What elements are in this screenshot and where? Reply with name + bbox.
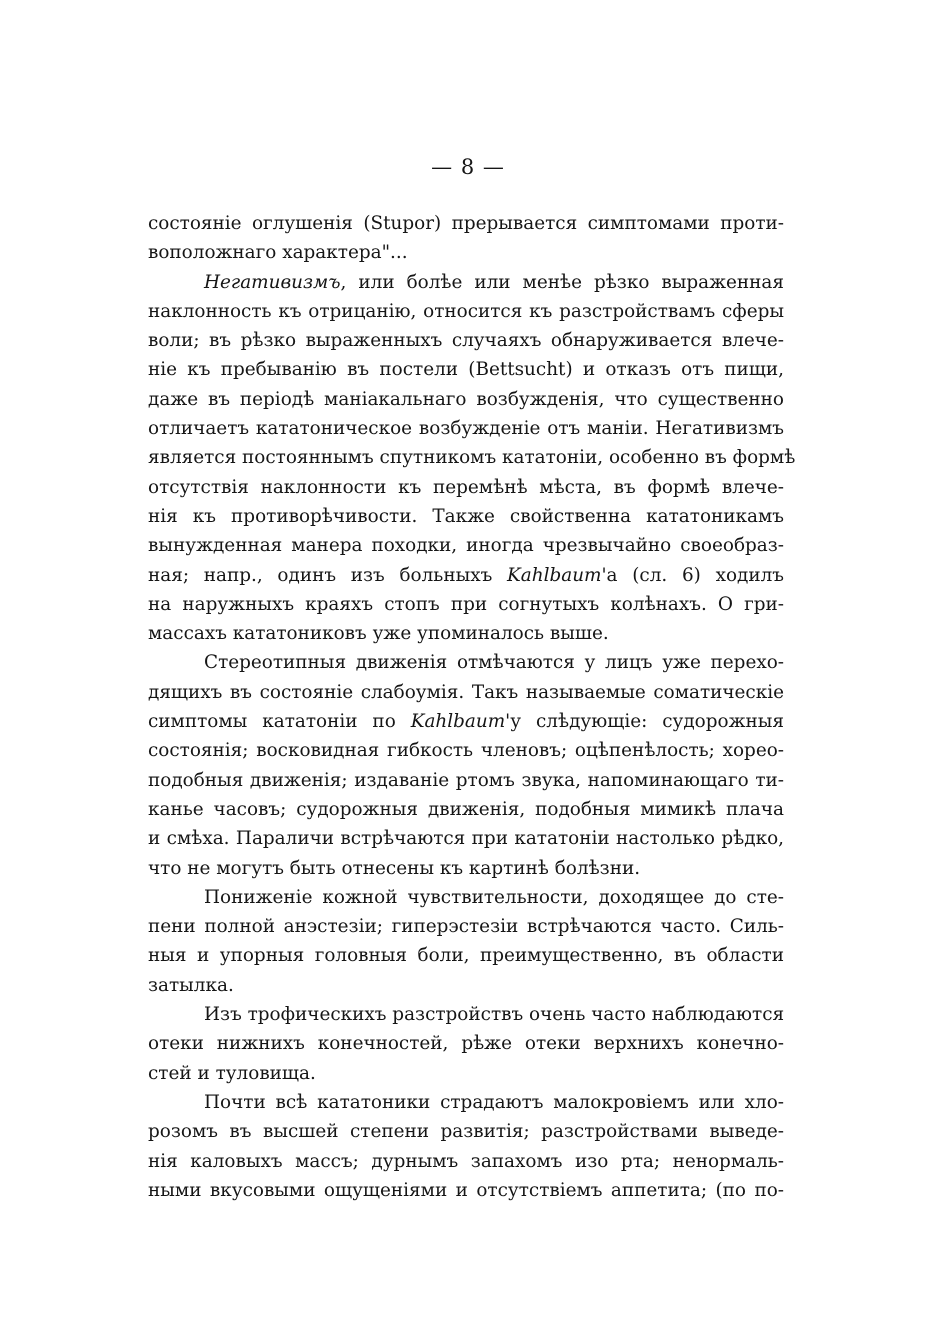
line-fragment: 'а (сл. 6) ходилъ (601, 564, 784, 586)
page-number: — 8 — (431, 155, 505, 179)
text-line: отличаетъ кататоническое возбужденіе отъ маніи. Негативизмъ (148, 418, 784, 440)
text-line: даже въ періодѣ маніакальнаго возбужденія, что существенно (148, 388, 784, 410)
text-line: Изъ трофическихъ разстройствъ очень часто наблюдаются (204, 1004, 785, 1026)
text-line: вынужденная манера походки, иногда чрезвычайно своеобраз- (148, 535, 784, 557)
text-line (148, 707, 784, 736)
text-line: нія каловыхъ массъ; дурнымъ запахомъ изо рта; ненормаль- (148, 1150, 784, 1172)
text-line (148, 561, 784, 590)
text-line: что не могутъ быть отнесены къ картинѣ болѣзни. (148, 857, 641, 879)
line-fragment: симптомы кататоніи по (148, 711, 411, 733)
text-line (148, 268, 784, 297)
text-line: Пониженіе кожной чувствительности, доходящее до сте- (204, 886, 784, 908)
text-line: на наружныхъ краяхъ стопъ при согнутыхъ колѣнахъ. О гри- (148, 593, 784, 615)
text-line: канье часовъ; судорожныя движенія, подобныя мимикѣ плача (148, 798, 784, 820)
text-line: стей и туловища. (148, 1062, 316, 1084)
text-line: подобныя движенія; издаваніе ртомъ звука, напоминающаго ти- (148, 769, 784, 791)
text-line: является постояннымъ спутникомъ кататоніи, особенно въ формѣ (148, 447, 796, 469)
author-name: Kahlbaum (507, 564, 602, 586)
text-line: розомъ въ высшей степени развитія; разстройствами выведе- (148, 1121, 784, 1143)
text-line: ніе къ пребыванію въ постели (Bettsucht) и отказъ отъ пищи, (148, 359, 784, 381)
author-name: Kahlbaum (410, 711, 506, 733)
body-text (148, 209, 796, 1205)
text-line: массахъ кататониковъ уже упоминалось выше. (148, 623, 609, 645)
text-line: дящихъ въ состояніе слабоумія. Такъ называемые соматическіе (148, 681, 784, 703)
line-fragment: ная; напр., одинъ изъ больныхъ (148, 564, 508, 586)
text-line: ныя и упорныя головныя боли, преимущественно, въ области (148, 945, 784, 967)
text-line: состоянія; восковидная гибкость членовъ; оцѣпенѣлость; хорео- (148, 740, 784, 762)
text-line: пени полной анэстезіи; гиперэстезіи встрѣчаются часто. Силь- (148, 916, 784, 938)
text-line: наклонность къ отрицанію, относится къ разстройствамъ сферы (148, 300, 784, 322)
line-fragment: , или болѣе или менѣе рѣзко выраженная (340, 271, 784, 293)
text-line: воположнаго характера"... (148, 242, 408, 264)
text-line: отсутствія наклонности къ перемѣнѣ мѣста, въ формѣ влече- (148, 476, 784, 498)
text-line: ными вкусовыми ощущеніями и отсутствіемъ аппетита; (по по- (148, 1179, 784, 1201)
text-line: состояніе оглушенія (Stupor) прерывается симптомами проти- (148, 213, 784, 234)
text-line: Стереотипныя движенія отмѣчаются у лицъ уже перехо- (204, 652, 784, 674)
line-fragment: 'у слѣдующіе: судорожныя (505, 711, 784, 733)
text-line: нія къ противорѣчивости. Также свойственна кататоникамъ (148, 505, 784, 527)
text-line: воли; въ рѣзко выраженныхъ случаяхъ обнаруживается влече- (148, 330, 784, 352)
text-line: отеки нижнихъ конечностей, рѣже отеки верхнихъ конечно- (148, 1033, 784, 1055)
text-line: и смѣха. Параличи встрѣчаются при кататоніи настолько рѣдко, (148, 828, 784, 850)
text-line: затылка. (148, 974, 234, 996)
text-line: Почти всѣ кататоники страдаютъ малокровіемъ или хло- (204, 1091, 784, 1113)
italic-term: Негативизмъ (204, 271, 341, 293)
